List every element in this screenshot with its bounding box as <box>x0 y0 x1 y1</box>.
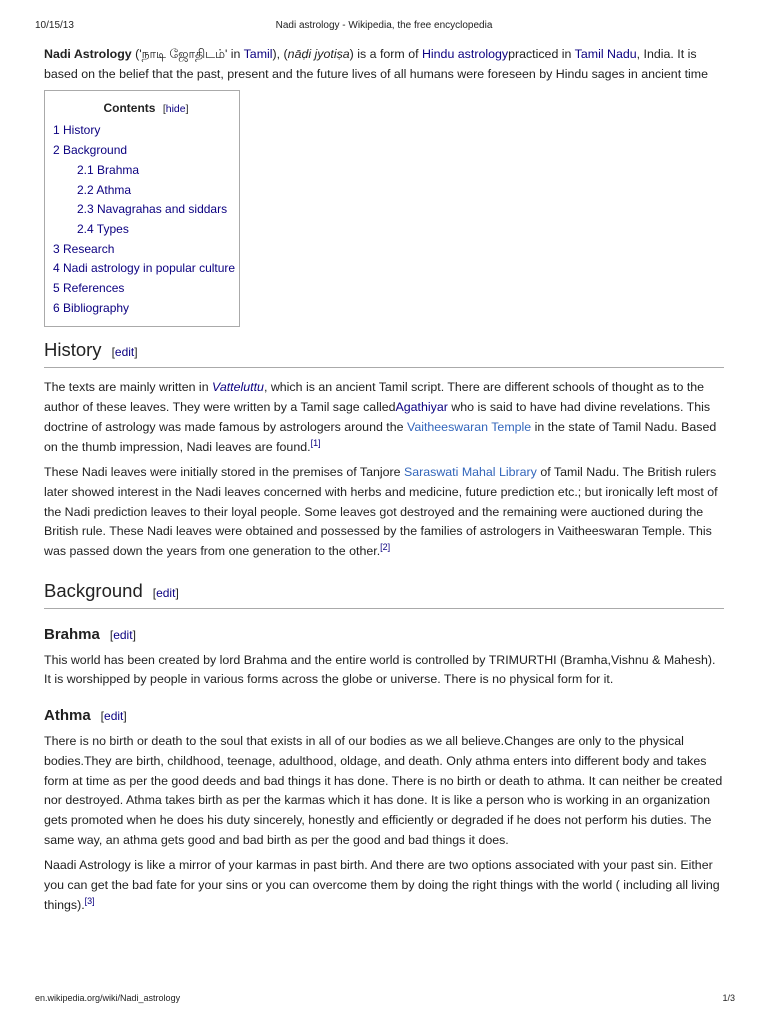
edit-bracket-open: [ <box>152 585 157 600</box>
toc-hide-close: ] <box>185 103 189 116</box>
athma-heading <box>44 706 724 726</box>
toc-item-types <box>53 220 239 240</box>
intro-term: Nadi Astrology <box>44 47 132 61</box>
toc-item-references <box>53 279 239 299</box>
brahma-heading-text: Brahma <box>44 625 100 643</box>
history-heading <box>44 339 724 368</box>
history-p1-text-d: in the state of Tamil Nadu. Based on the thumb impression, Nadi leaves are found. <box>44 419 717 454</box>
intro-text-2: ' in <box>224 47 244 61</box>
toc-hide-toggle <box>163 103 189 115</box>
toc-link-brahma[interactable]: 2.1 Brahma <box>77 162 140 177</box>
edit-bracket-open: [ <box>111 345 115 360</box>
print-date: 10/15/13 <box>35 20 74 31</box>
history-p1-text-a: The texts are mainly written in <box>44 380 213 395</box>
tamil-script: நாடி ஜோதிடம் <box>141 47 225 61</box>
edit-bracket-open: [ <box>109 627 114 642</box>
toc-item-background <box>53 141 239 161</box>
intro-paragraph <box>44 45 724 84</box>
athma-heading-text: Athma <box>44 707 91 725</box>
vatteluttu-text: Vatteluttu <box>212 380 264 395</box>
athma-paragraph-2 <box>44 856 724 915</box>
athma-paragraph-1: There is no birth or death to the soul that exists in all of our bodies as we all believe.Changes are only to the physical bodies.They are birth, childhood, teenage, adulthood, oldage, and death. Only athma enters into different body and takes form at time as per the good deeds and bad things it has done. There is no birth or death to athma. It can neither be created nor destroyed. Athma takes birth as per the karmas which it has done. It is like a person who is working in an organization gets promoted when he does his duty sincerely, honestly and efficiently or degraded if he does not perform his duties. The same way, an athma gets good and bad birth as per the good and bad things it does. <box>44 734 723 847</box>
tamil-link[interactable]: Tamil <box>243 47 273 61</box>
reference-1-link[interactable]: [1] <box>310 437 321 448</box>
toc-item-athma <box>53 181 239 201</box>
toc-link-popular-culture[interactable]: 4 Nadi astrology in popular culture <box>53 261 236 276</box>
history-heading-text: History <box>44 339 102 361</box>
toc-hide-open: [ <box>162 103 166 116</box>
toc-link-history[interactable]: 1 History <box>53 123 101 138</box>
history-edit-link[interactable]: edit <box>114 345 135 360</box>
intro-text-1: (' <box>131 47 142 61</box>
print-header <box>0 20 768 32</box>
brahma-edit-link[interactable]: edit <box>113 627 133 642</box>
toc-item-bibliography <box>53 299 239 319</box>
history-p1-text-c: who is said to have had divine revelations. This doctrine of astrology was made famous by astrologers around the <box>44 400 711 434</box>
brahma-paragraph: This world has been created by lord Brahma and the entire world is controlled by TRIMURTHI (Bramha,Vishnu & Mahesh). It is worshipped by people in various forms across the globe or universe. There is no physical form for it. <box>44 652 716 687</box>
iast-transliteration: nāḍi jyotiṣa <box>287 47 350 61</box>
table-of-contents <box>44 90 240 327</box>
intro-text-5: practiced in <box>508 47 575 61</box>
edit-bracket-close: ] <box>123 709 127 724</box>
reference-2-link[interactable]: [2] <box>380 541 391 552</box>
history-p1-text-b: , which is an ancient Tamil script. There are different schools of thought as to the author of these leaves. They were written by a Tamil sage called <box>44 380 705 415</box>
history-p2-text-a: These Nadi leaves were initially stored in the premises of Tanjore <box>44 465 404 480</box>
toc-item-history <box>53 121 239 141</box>
background-edit-link[interactable]: edit <box>156 585 176 600</box>
edit-bracket-close: ] <box>132 627 136 642</box>
toc-link-types[interactable]: 2.4 Types <box>77 221 129 236</box>
reference-3-link[interactable]: [3] <box>84 895 95 906</box>
history-p2-text-b: of Tamil Nadu. The British rulers later showed interest in the Nadi leaves concerned with herbs and medicine, future prediction etc.; but ironically left most of the Nadi prediction leaves to their loyal people. Some leaves got destroyed and the remaining were auctioned during the British rule. These Nadi leaves were obtained and possessed by the families of astrologers in Vaitheeswaran Temple. This was passed down the years from one generation to the other. <box>44 465 718 559</box>
toc-title <box>53 97 239 120</box>
background-heading <box>44 580 724 609</box>
history-edit <box>112 345 138 359</box>
toc-link-references[interactable]: 5 References <box>53 281 125 296</box>
print-page-number: 1/3 <box>722 993 735 1003</box>
toc-heading: Contents <box>103 101 156 116</box>
toc-link-athma[interactable]: 2.2 Athma <box>77 182 132 197</box>
toc-link-navagrahas[interactable]: 2.3 Navagrahas and siddars <box>77 202 228 217</box>
history-paragraph-1 <box>44 378 724 457</box>
history-paragraph-2 <box>44 463 724 562</box>
background-edit <box>153 586 179 600</box>
vatteluttu-link[interactable] <box>212 380 264 394</box>
vaitheeswaran-temple-link[interactable]: Vaitheeswaran Temple <box>406 419 532 434</box>
athma-edit-link[interactable]: edit <box>104 709 124 724</box>
edit-bracket-close: ] <box>134 345 138 360</box>
athma-edit <box>101 709 127 723</box>
tamil-nadu-link[interactable]: Tamil Nadu <box>574 47 637 61</box>
article-content <box>44 45 724 922</box>
intro-text-3: ), ( <box>272 47 288 61</box>
toc-link-background[interactable]: 2 Background <box>53 143 128 158</box>
edit-bracket-open: [ <box>100 709 105 724</box>
edit-bracket-close: ] <box>175 585 179 600</box>
toc-list <box>53 121 239 318</box>
agathiyar-link[interactable]: Agathiyar <box>395 400 448 415</box>
brahma-heading <box>44 625 724 645</box>
brahma-edit <box>110 628 136 642</box>
toc-item-navagrahas <box>53 200 239 220</box>
intro-text-4: ) is a form of <box>349 47 422 61</box>
intro-text-6: , India. It is based on the belief that the past, present and the future lives of all humans were foreseen by Hindu sages in ancient time <box>44 47 708 81</box>
print-page-title: Nadi astrology - Wikipedia, the free encyclopedia <box>275 20 493 31</box>
hindu-astrology-link[interactable]: Hindu astrology <box>421 47 509 61</box>
toc-item-brahma <box>53 161 239 181</box>
toc-link-bibliography[interactable]: 6 Bibliography <box>53 300 130 315</box>
saraswati-mahal-library-link[interactable]: Saraswati Mahal Library <box>403 465 537 480</box>
toc-item-research <box>53 240 239 260</box>
print-url: en.wikipedia.org/wiki/Nadi_astrology <box>35 993 181 1003</box>
toc-item-popular-culture <box>53 259 239 279</box>
toc-link-research[interactable]: 3 Research <box>53 241 115 256</box>
background-heading-text: Background <box>44 579 143 601</box>
athma-p2-text: Naadi Astrology is like a mirror of your karmas in past birth. And there are two options associated with your past sin. Either you can get the bad fate for your sins or you can overcome them by doing the right things with the world ( including all living things). <box>44 858 720 912</box>
toc-hide-link[interactable]: hide <box>165 103 186 116</box>
